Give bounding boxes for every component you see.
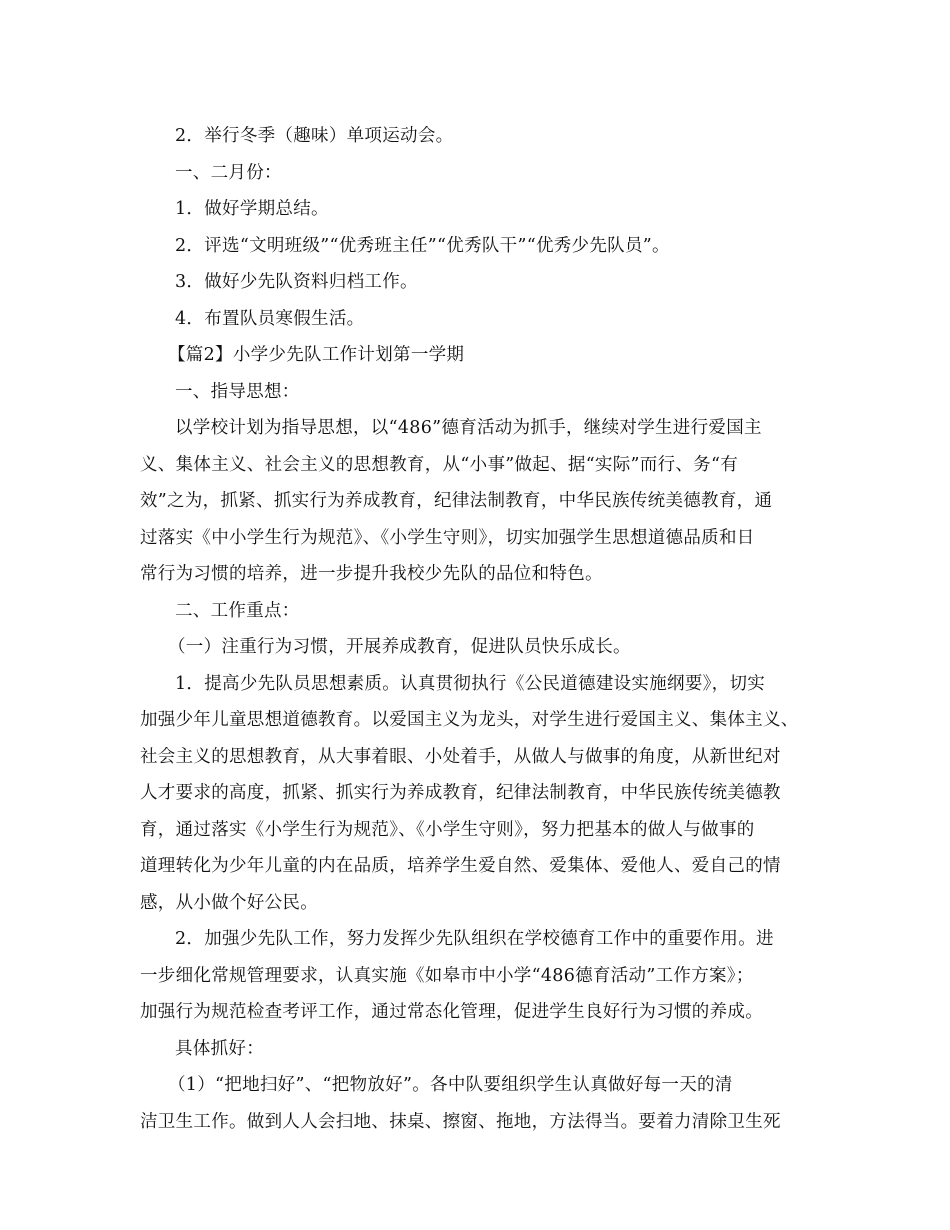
text-line: 一、二月份： <box>175 162 282 183</box>
text-line: 具体抓好： <box>175 1038 264 1059</box>
text-line: 加强少年儿童思想道德教育。以爱国主义为龙头，对学生进行爱国主义、集体主义、 <box>140 710 799 730</box>
text-line: 2．加强少先队工作，努力发挥少先队组织在学校德育工作中的重要作用。进 <box>175 929 774 949</box>
text-line: 洁卫生工作。做到人人会扫地、抹桌、擦窗、拖地，方法得当。要着力清除卫生死 <box>140 1111 781 1132</box>
text-line: 一、指导思想： <box>175 381 300 402</box>
text-line: 感，从小做个好公民。 <box>140 892 318 913</box>
text-line: 1．提高少先队员思想素质。认真贯彻执行《公民道德建设实施纲要》，切实 <box>175 673 766 694</box>
text-line: 以学校计划为指导思想，以“486”德育活动为抓手，继续对学生进行爱国主 <box>175 418 762 438</box>
text-line: 3．做好少先队资料归档工作。 <box>175 272 418 292</box>
text-line: 二、工作重点： <box>175 600 300 621</box>
text-line: 4．布置队员寒假生活。 <box>175 308 365 329</box>
text-line: 2．评选“文明班级”“优秀班主任”“优秀队干”“优秀少先队员”。 <box>175 235 670 256</box>
text-line: （一）注重行为习惯，开展养成教育，促进队员快乐成长。 <box>168 637 631 657</box>
text-line: 常行为习惯的培养，进一步提升我校少先队的品位和特色。 <box>140 564 603 584</box>
text-line: 效”之为，抓紧、抓实行为养成教育，纪律法制教育，中华民族传统美德教育，通 <box>140 491 773 511</box>
text-line: 【篇2】小学少先队工作计划第一学期 <box>168 345 465 365</box>
text-line: 1．做好学期总结。 <box>175 199 329 219</box>
text-line: 加强行为规范检查考评工作，通过常态化管理，促进学生良好行为习惯的养成。 <box>140 1002 763 1022</box>
text-line: 一步细化常规管理要求，认真实施《如皋市中小学“486德育活动”工作方案》； <box>140 965 754 986</box>
text-line: 过落实《中小学生行为规范》、《小学生守则》，切实加强学生思想道德品质和日 <box>140 527 755 548</box>
text-line: 社会主义的思想教育，从大事着眼、小处着手，从做人与做事的角度，从新世纪对 <box>140 746 781 767</box>
text-line: 育，通过落实《小学生行为规范》、《小学生守则》，努力把基本的做人与做事的 <box>140 819 755 840</box>
text-line: 义、集体主义、社会主义的思想教育，从“小事”做起、据“实际”而行、务“有 <box>140 454 739 475</box>
text-line: 人才要求的高度，抓紧、抓实行为养成教育，纪律法制教育，中华民族传统美德教 <box>140 783 781 803</box>
text-line: 道理转化为少年儿童的内在品质，培养学生爱自然、爱集体、爱他人、爱自己的情 <box>140 856 781 876</box>
text-line: （1）“把地扫好”、“把物放好”。各中队要组织学生认真做好每一天的清 <box>168 1075 733 1095</box>
text-line: 2．举行冬季（趣味）单项运动会。 <box>175 126 454 146</box>
